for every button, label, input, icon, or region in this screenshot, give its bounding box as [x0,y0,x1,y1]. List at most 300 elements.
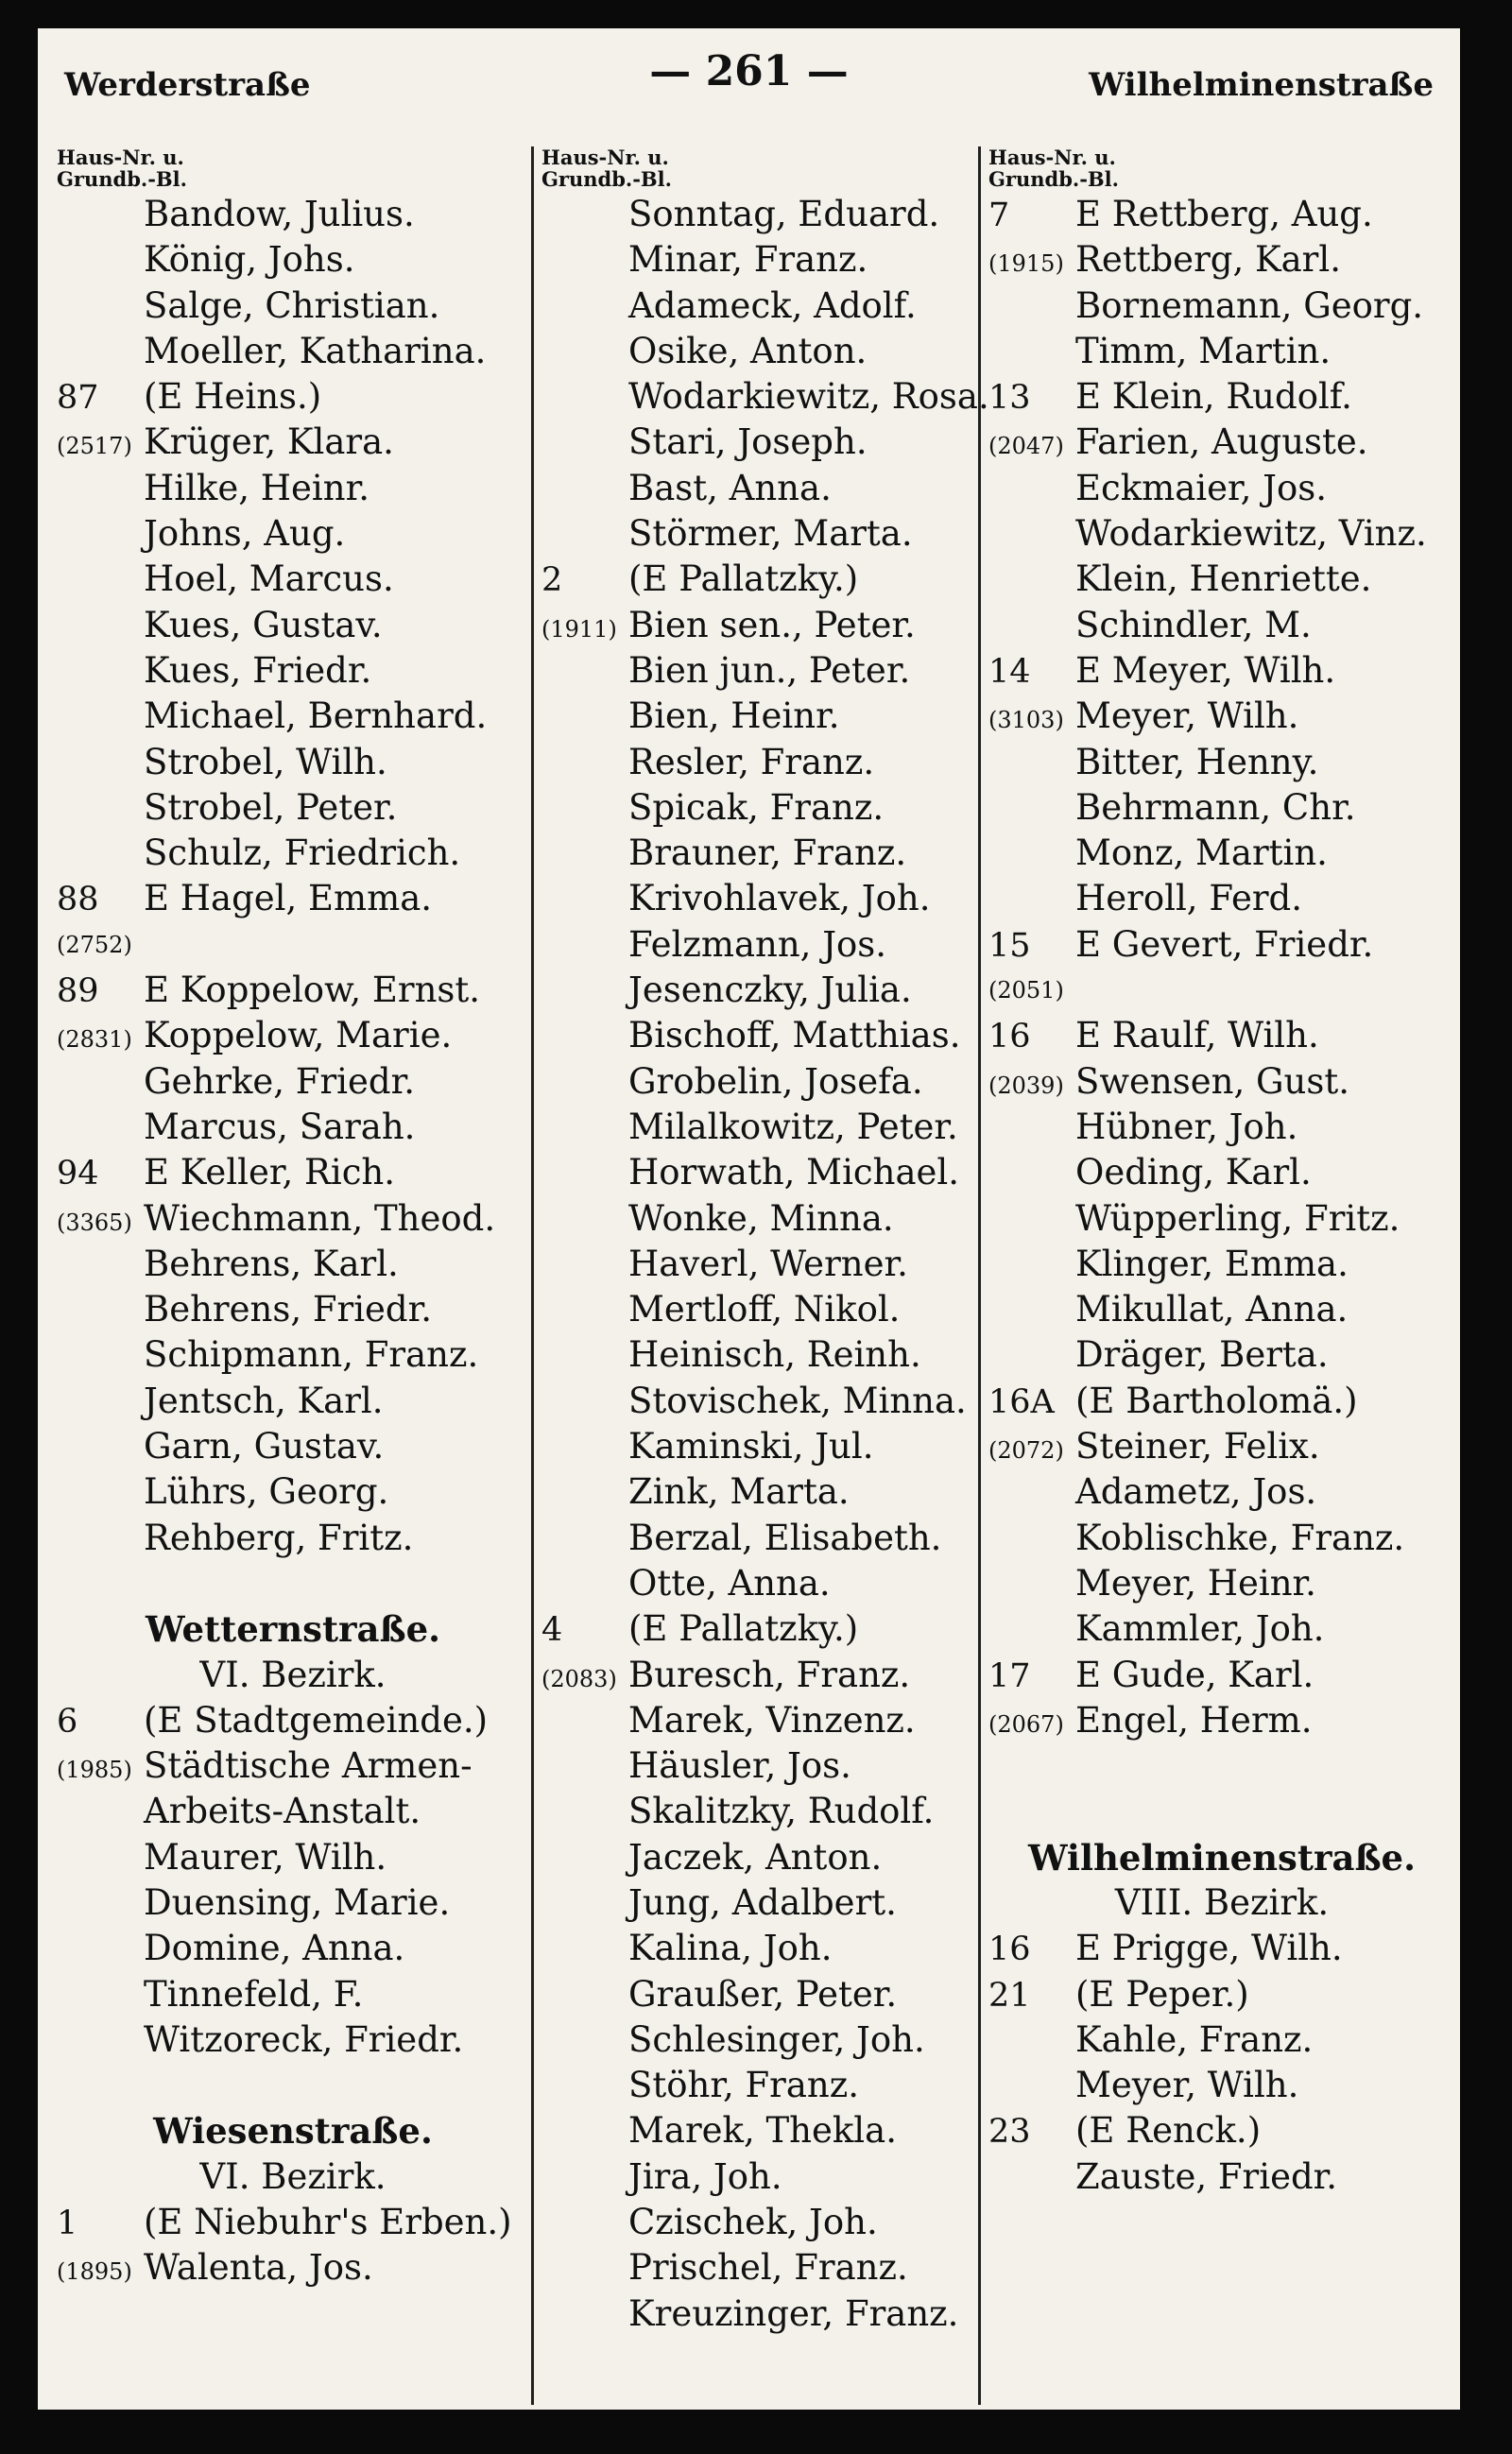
entry-row [57,1789,529,1834]
resident-name: Eckmaier, Jos. [1075,467,1328,508]
resident-name: Jung, Adalbert. [628,1881,897,1923]
entry-row [57,1835,529,1880]
entry-list [57,2200,529,2291]
entry-row [541,1835,975,1880]
resident-name: Schindler, M. [1075,604,1312,645]
entry-row [541,785,975,831]
resident-name: Arbeits-Anstalt. [144,1791,421,1832]
resident-name: Zauste, Friedr. [1075,2155,1338,2197]
resident-name: Graußer, Peter. [628,1973,898,2015]
resident-name: Skalitzky, Rudolf. [628,1791,935,1832]
entry-row [541,2245,975,2291]
entry-row [541,511,975,557]
entry-row [541,1013,975,1058]
entry-row [57,420,529,465]
resident-name: Salge, Christian. [144,284,440,326]
resident-name: Monz, Martin. [1075,832,1328,874]
house-number: (2047) [988,433,1064,460]
entry-row [541,831,975,876]
house-number: (2051) [988,977,1064,1004]
entry-row [988,1469,1455,1515]
district-label: VIII. Bezirk. [1114,1881,1330,1923]
resident-name: Bandow, Julius. [144,194,415,234]
header-street-left: Werderstraße [64,66,311,104]
resident-name: (E Pallatzky.) [628,558,859,600]
entry-row [988,374,1455,420]
house-number: (1985) [57,1757,132,1784]
house-number: 2 [541,561,563,600]
district-label: VI. Bezirk. [199,1654,387,1695]
house-number: (2517) [57,433,132,460]
resident-name: Rettberg, Karl. [1075,239,1341,281]
entry-row [988,694,1455,739]
entry-row [541,1150,975,1195]
section-gap [988,1789,1455,1834]
resident-name: Garn, Gustav. [144,1426,385,1467]
column-heading-line1: Haus-Nr. u. [541,146,669,169]
column-heading-line2: Grundb.-Bl. [57,167,187,191]
resident-name: E Klein, Rudolf. [1075,376,1352,418]
entry-row [988,785,1455,831]
resident-name: Stari, Joseph. [628,421,868,463]
entry-row [541,1880,975,1926]
resident-name: Kues, Gustav. [144,604,383,645]
entry-row [541,557,975,602]
entry-row [988,1972,1455,2017]
entry-row [541,1242,975,1287]
entry-row [988,1287,1455,1332]
entry-row [57,740,529,785]
resident-name: Heinisch, Reinh. [628,1334,921,1376]
entry-row [57,831,529,876]
entry-row [988,1424,1455,1469]
resident-name: Felzmann, Jos. [628,923,887,965]
resident-name: Kahle, Franz. [1075,2018,1314,2060]
entry-row [988,1926,1455,1971]
resident-name: Koblischke, Franz. [1075,1517,1405,1558]
resident-name: Adametz, Jos. [1075,1471,1317,1513]
entry-row [541,1743,975,1789]
entry-row [541,1424,975,1469]
resident-name: (E Stadtgemeinde.) [144,1699,489,1741]
resident-name: Jentsch, Karl. [144,1380,384,1421]
resident-name: Meyer, Wilh. [1075,695,1299,737]
resident-name: E Meyer, Wilh. [1075,649,1336,691]
street-title: Wetternstraße. [145,1608,441,1651]
section-gap [57,1561,529,1606]
resident-name: Wüpperling, Fritz. [1075,1197,1400,1239]
resident-name: (E Bartholomä.) [1075,1380,1358,1421]
resident-name: Jesenczky, Julia. [628,970,912,1011]
entry-row [541,1926,975,1971]
resident-name: Berzal, Elisabeth. [628,1517,942,1558]
entry-row [988,2017,1455,2063]
house-number: 6 [57,1702,78,1741]
resident-name: Kaminski, Jul. [628,1426,874,1467]
resident-name: Wodarkiewitz, Vinz. [1075,513,1427,555]
resident-name: Bischoff, Matthias. [628,1015,961,1056]
entry-row [541,1287,975,1332]
entry-row [988,1332,1455,1378]
entry-row [57,1516,529,1561]
entry-row [541,2154,975,2200]
house-number: (3103) [988,707,1064,734]
resident-name: E Rettberg, Aug. [1075,194,1373,234]
entry-row [541,1698,975,1743]
house-number: (2067) [988,1710,1064,1738]
house-number: 7 [988,197,1010,234]
entry-row [541,1105,975,1150]
entry-row [988,1606,1455,1652]
resident-name: Resler, Franz. [628,741,875,782]
column-heading-line1: Haus-Nr. u. [57,146,184,169]
entry-row [541,466,975,511]
entry-row [988,283,1455,329]
entry-row [541,968,975,1013]
resident-name: Behrens, Karl. [144,1243,399,1284]
resident-name: Dräger, Berta. [1075,1334,1329,1376]
entry-row [988,1561,1455,1606]
entry-row [541,603,975,648]
street-title: Wiesenstraße. [153,2110,433,2153]
resident-name: Strobel, Wilh. [144,741,387,782]
entry-row [541,374,989,420]
page-number: — 261 — [649,47,849,95]
entry-row [988,2108,1455,2154]
entry-row [541,1469,975,1515]
entry-row [57,968,529,1013]
resident-name: Tinnefeld, F. [144,1973,364,2015]
resident-name: Gehrke, Friedr. [144,1060,415,1102]
resident-name: Mikullat, Anna. [1075,1289,1349,1330]
entry-row [541,1653,975,1698]
house-number: 21 [988,1976,1031,2015]
entry-list [541,192,989,2337]
entry-row [541,1561,975,1606]
house-number: 16 [988,1018,1031,1056]
resident-name: Kammler, Joh. [1075,1608,1325,1650]
resident-name: Schipmann, Franz. [144,1334,479,1376]
entry-row [57,1469,529,1515]
resident-name: Hoel, Marcus. [144,558,394,600]
entry-row [541,1196,975,1242]
entry-row [57,648,529,694]
entry-row [57,1242,529,1287]
resident-name: Behrmann, Chr. [1075,786,1356,828]
house-number: 14 [988,652,1031,691]
entry-row [988,1059,1455,1105]
entry-row [988,740,1455,785]
house-number: 87 [57,379,99,418]
entry-row [541,237,975,283]
house-number: 1 [57,2205,78,2243]
entry-row [988,557,1455,602]
entry-row [988,1698,1455,1743]
resident-name: Hübner, Joh. [1075,1106,1298,1147]
resident-name: Moeller, Katharina. [144,330,487,371]
resident-name: Stöhr, Franz. [628,2065,859,2106]
resident-name: Prischel, Franz. [628,2247,908,2289]
resident-name: Walenta, Jos. [144,2247,373,2289]
resident-name: Bornemann, Georg. [1075,284,1424,326]
resident-name: Jaczek, Anton. [628,1836,883,1878]
resident-name: Behrens, Friedr. [144,1289,432,1330]
resident-name: Heroll, Ferd. [1075,878,1302,919]
resident-name: Jira, Joh. [628,2155,782,2197]
entry-row [541,283,975,329]
house-number: 13 [988,379,1031,418]
house-number: (2831) [57,1026,132,1054]
entry-row [541,1972,975,2017]
district-label: VI. Bezirk. [199,2155,387,2197]
entry-row [988,968,1455,1013]
entry-row [988,1013,1455,1058]
entry-row [57,1972,529,2017]
resident-name: Meyer, Wilh. [1075,2065,1299,2106]
entry-row [541,2108,975,2154]
house-number: 23 [988,2113,1031,2152]
entry-row [988,1196,1455,1242]
entry-row [57,1287,529,1332]
entry-row [541,876,975,921]
entry-row [57,237,529,283]
entry-row [541,922,975,968]
resident-name: Strobel, Peter. [144,786,398,828]
entry-row [541,1789,975,1834]
entry-row [988,648,1455,694]
resident-name: Wodarkiewitz, Rosa. [628,376,989,418]
resident-name: Haverl, Werner. [628,1243,908,1284]
resident-name: Meyer, Heinr. [1075,1562,1316,1604]
resident-name: Swensen, Gust. [1075,1060,1349,1102]
resident-name: Klinger, Emma. [1075,1243,1349,1284]
entry-list [57,1698,529,2063]
entry-row [57,2200,529,2245]
entry-row [57,1424,529,1469]
column-2 [531,146,989,2405]
resident-name: Störmer, Marta. [628,513,913,555]
resident-name: Witzoreck, Friedr. [144,2018,464,2060]
entry-row [988,1516,1455,1561]
entry-row [541,1332,975,1378]
entry-row [57,1196,529,1242]
resident-name: Lührs, Georg. [144,1471,389,1513]
resident-name: E Hagel, Emma. [144,878,433,919]
entry-row [988,2063,1455,2108]
entry-row [57,1013,529,1058]
resident-name: Kues, Friedr. [144,649,372,691]
resident-name: Zink, Marta. [628,1471,850,1513]
resident-name: Buresch, Franz. [628,1654,911,1695]
house-number: 94 [57,1155,99,1193]
house-number: 4 [541,1611,563,1650]
header-street-right: Wilhelminenstraße [1089,66,1434,104]
resident-name: Städtische Armen- [144,1745,472,1787]
entry-row [57,511,529,557]
resident-name: (E Niebuhr's Erben.) [144,2202,512,2243]
resident-name: Oeding, Karl. [1075,1152,1312,1193]
resident-name: Klein, Henriette. [1075,558,1372,600]
entry-row [57,1059,529,1105]
house-number: (1895) [57,2258,132,2286]
section-gap [988,1743,1455,1789]
resident-name: Mertloff, Nikol. [628,1289,901,1330]
entry-row [57,557,529,602]
entry-row [541,2017,975,2063]
resident-name: Farien, Auguste. [1075,421,1368,463]
resident-name: Minar, Franz. [628,239,868,281]
entry-list [988,1926,1455,2200]
entry-row [988,1150,1455,1195]
entry-row [57,1926,529,1971]
entry-row [541,420,975,465]
entry-row [541,648,975,694]
entry-row [57,1379,529,1424]
resident-name: Marcus, Sarah. [144,1106,416,1147]
resident-name: Brauner, Franz. [628,832,907,874]
resident-name: Johns, Aug. [144,513,346,555]
resident-name: Bien, Heinr. [628,695,840,737]
entry-row [57,329,529,374]
column-heading [57,146,529,192]
resident-name: E Keller, Rich. [144,1152,396,1193]
entry-row [57,374,529,420]
column-heading [988,146,1455,192]
house-number: (2083) [541,1665,617,1692]
resident-name: Schlesinger, Joh. [628,2018,925,2060]
resident-name: (E Renck.) [1075,2110,1262,2152]
entry-row [57,192,529,237]
resident-name: (E Heins.) [144,376,322,418]
house-number: 17 [988,1656,1031,1695]
resident-name: Adameck, Adolf. [628,284,917,326]
resident-name: Wiechmann, Theod. [144,1197,496,1239]
resident-name: Hilke, Heinr. [144,467,369,508]
column-heading-line1: Haus-Nr. u. [988,146,1116,169]
column-3 [978,146,1455,2405]
house-number: (3365) [57,1209,132,1236]
house-number: 16A [988,1382,1055,1421]
entry-row [57,1332,529,1378]
house-number: (2039) [988,1072,1064,1099]
directory-page [38,28,1460,2410]
house-number: (2072) [988,1437,1064,1465]
entry-row [988,922,1455,968]
resident-name: Krüger, Klara. [144,421,394,463]
entry-list [57,192,529,1561]
street-title: Wilhelminenstraße. [1028,1836,1416,1879]
entry-row [541,694,975,739]
entry-row [988,237,1455,283]
entry-list [988,192,1455,1743]
resident-name: Wonke, Minna. [628,1197,894,1239]
resident-name: Osike, Anton. [628,330,868,371]
resident-name: Domine, Anna. [144,1928,405,1969]
entry-row [988,192,1455,237]
resident-name: E Gevert, Friedr. [1075,923,1374,965]
entry-row [57,1150,529,1195]
house-number: 15 [988,926,1031,965]
entry-row [988,876,1455,921]
entry-row [988,1653,1455,1698]
resident-name: Milalkowitz, Peter. [628,1106,958,1147]
resident-name: (E Peper.) [1075,1973,1249,2015]
house-number: 88 [57,881,99,919]
column-1 [57,146,529,2405]
entry-row [541,192,975,237]
resident-name: Timm, Martin. [1075,330,1332,371]
entry-row [57,694,529,739]
entry-row [988,831,1455,876]
entry-row [541,2063,975,2108]
resident-name: Bitter, Henny. [1075,741,1319,782]
resident-name: Kalina, Joh. [628,1928,833,1969]
resident-name: Rehberg, Fritz. [144,1517,414,1558]
entry-row [988,420,1455,465]
section-gap [57,2063,529,2108]
resident-name: E Raulf, Wilh. [1075,1015,1319,1056]
entry-row [988,511,1455,557]
house-number: (1911) [541,615,617,643]
resident-name: Duensing, Marie. [144,1881,451,1923]
entry-row [988,1242,1455,1287]
entry-row [541,1059,975,1105]
entry-row [988,1105,1455,1150]
entry-row [541,329,975,374]
resident-name: E Koppelow, Ernst. [144,970,481,1011]
resident-name: Koppelow, Marie. [144,1015,453,1056]
resident-name: Czischek, Joh. [628,2202,878,2243]
resident-name: Otte, Anna. [628,1562,831,1604]
resident-name: Marek, Vinzenz. [628,1699,916,1741]
page-header [38,28,1460,132]
resident-name: Schulz, Friedrich. [144,832,461,874]
house-number: 89 [57,972,99,1011]
resident-name: Horwath, Michael. [628,1152,960,1193]
column-heading [541,146,975,192]
entry-row [57,2245,529,2291]
house-number: (1915) [988,250,1064,278]
entry-row [541,1379,975,1424]
entry-row [541,2291,975,2337]
resident-name: E Gude, Karl. [1075,1654,1314,1695]
resident-name: Grobelin, Josefa. [628,1060,923,1102]
entry-row [988,603,1455,648]
resident-name: E Prigge, Wilh. [1075,1928,1343,1969]
house-number: 16 [988,1931,1031,1969]
resident-name: Bast, Anna. [628,467,832,508]
resident-name: Bien sen., Peter. [628,604,916,645]
entry-row [57,603,529,648]
resident-name: Häusler, Jos. [628,1745,851,1787]
entry-row [57,466,529,511]
resident-name: Marek, Thekla. [628,2110,897,2152]
entry-row [57,2017,529,2063]
entry-row [57,1105,529,1150]
entry-row [541,1606,975,1652]
entry-row [988,466,1455,511]
resident-name: Michael, Bernhard. [144,695,488,737]
resident-name: Krivohlavek, Joh. [628,878,931,919]
entry-row [57,1743,529,1789]
entry-row [988,2154,1455,2200]
resident-name: Stovischek, Minna. [628,1380,967,1421]
house-number: (2752) [57,931,132,958]
column-heading-line2: Grundb.-Bl. [988,167,1119,191]
entry-row [541,1516,975,1561]
column-heading-line2: Grundb.-Bl. [541,167,672,191]
resident-name: Bien jun., Peter. [628,649,911,691]
